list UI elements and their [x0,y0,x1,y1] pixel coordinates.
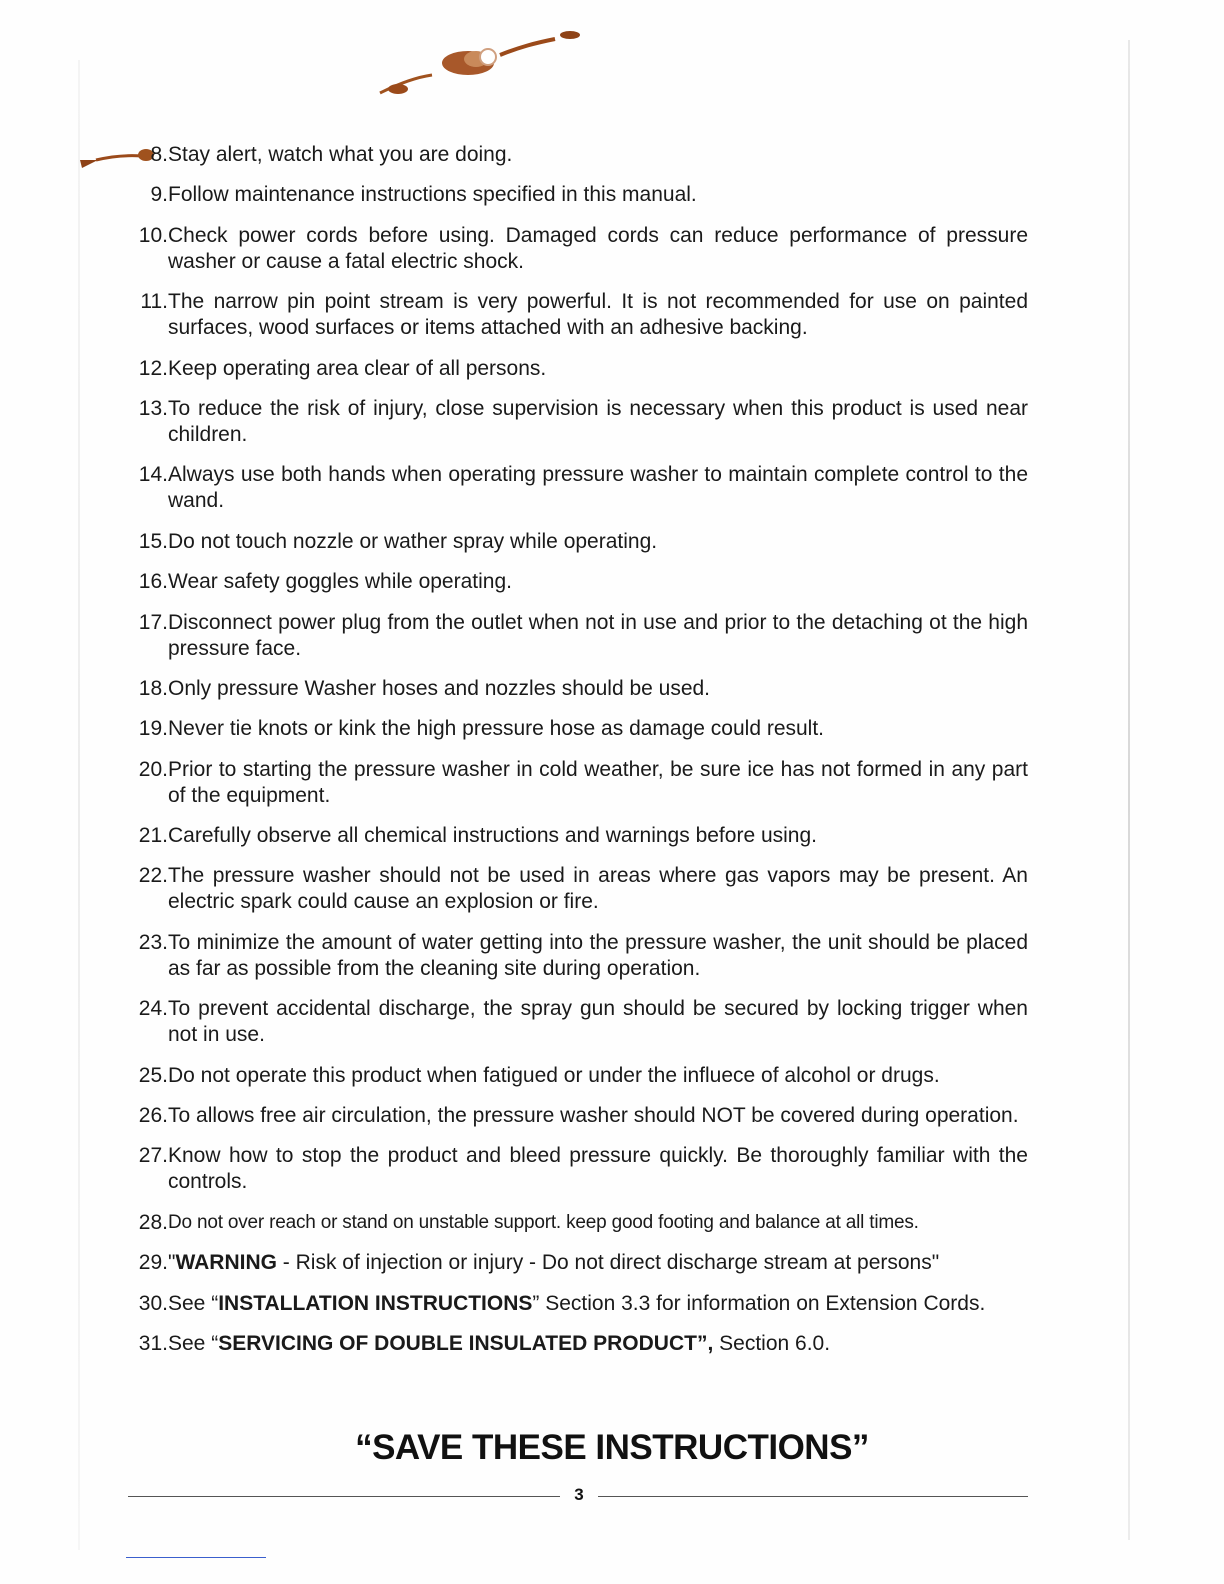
item-text: Follow maintenance instructions specified in this manual. [168,183,697,207]
item-text-post: - Risk of injection or injury - Do not direct discharge stream at persons" [276,1251,940,1275]
item-text: Stay alert, watch what you are doing. [168,143,513,166]
item-number: 11. [140,290,168,314]
list-item [128,676,1028,702]
item-number: 23. [138,930,168,954]
item-text: Never tie knots or kink the high pressure hose as damage could result. [168,717,825,741]
item-number: 14. [138,463,168,487]
item-text [168,1291,1028,1317]
list-item [128,1063,1028,1089]
item-number: 17. [138,610,168,634]
item-text: The narrow pin point stream is very powerful. It is not recommended for use on painted surfaces, wood surfaces or items attached with an adhesive backing. [168,290,1028,340]
list-item-installation-ref [128,1291,1028,1317]
list-item [128,223,1028,275]
item-text-post: Section 6.0. [713,1331,831,1355]
item-number: 25. [138,1063,168,1087]
item-text [168,1331,1028,1357]
item-number: 9. [150,183,168,207]
item-text-bold: SERVICING OF DOUBLE INSULATED PRODUCT”, [218,1331,714,1355]
list-item [128,996,1028,1048]
footer-rule-right [598,1496,1028,1497]
page-number: 3 [574,1485,584,1504]
item-text: Keep operating area clear of all persons. [168,356,547,380]
list-item [128,396,1028,448]
item-number: 29. [138,1251,168,1275]
list-item [128,1143,1028,1195]
list-item [128,757,1028,809]
item-text: To minimize the amount of water getting into the pressure washer, the unit should be placed as far as possible from the cleaning site during operation. [168,930,1028,980]
item-text-pre: " [168,1251,176,1275]
item-text: Carefully observe all chemical instructions and warnings before using. [168,824,817,848]
item-text: To reduce the risk of injury, close supervision is necessary when this product is used near children. [168,396,1028,446]
list-item [128,823,1028,849]
list-item [128,610,1028,662]
list-item [128,716,1028,742]
item-number: 27. [138,1144,168,1168]
item-text: To allows free air circulation, the pressure washer should NOT be covered during operation. [168,1104,1019,1128]
item-number: 8. [150,143,168,166]
item-number: 19. [138,717,168,741]
item-number: 24. [138,997,168,1021]
footer-rule-left [128,1496,560,1497]
item-text-bold: INSTALLATION INSTRUCTIONS [218,1291,533,1315]
list-item [128,863,1028,915]
item-text: Only pressure Washer hoses and nozzles should be used. [168,676,711,700]
item-text: To prevent accidental discharge, the spray gun should be secured by locking trigger when not in use. [168,997,1028,1047]
item-number: 30. [138,1291,168,1315]
item-text [168,1250,1028,1276]
list-item [128,289,1028,341]
list-item [128,182,1028,208]
item-text: Check power cords before using. Damaged cords can reduce performance of pressure washer or cause a fatal electric shock. [168,223,1028,273]
instruction-list [128,142,1028,1371]
item-number: 15. [138,529,168,553]
list-item [128,1103,1028,1129]
item-text-post: ” Section 3.3 for information on Extension Cords. [532,1291,986,1315]
page-edge-right [1128,40,1130,1540]
rust-stain-mark [370,25,590,105]
list-item [128,569,1028,595]
item-number: 26. [138,1104,168,1128]
item-number: 12. [138,356,168,380]
item-text-pre: See “ [168,1331,219,1355]
item-number: 22. [138,864,168,888]
page-edge-shadow [78,60,80,1550]
bottom-edge-line [126,1557,266,1558]
item-text: Disconnect power plug from the outlet when not in use and prior to the detaching ot the high pressure face. [168,610,1028,660]
item-text-bold: WARNING [175,1251,277,1275]
list-item [128,529,1028,555]
item-text-pre: See “ [168,1291,219,1315]
item-text: The pressure washer should not be used in areas where gas vapors may be present. An electric spark could cause an explosion or fire. [168,864,1028,914]
item-text: Do not touch nozzle or wather spray while operating. [168,529,658,553]
item-text: Always use both hands when operating pressure washer to maintain complete control to the wand. [168,463,1028,513]
list-item [128,930,1028,982]
item-number: 16. [138,570,168,594]
item-number: 10. [138,223,168,247]
item-text: Prior to starting the pressure washer in cold weather, be sure ice has not formed in any part of the equipment. [168,757,1028,807]
item-number: 20. [138,757,168,781]
item-text: Know how to stop the product and bleed pressure quickly. Be thoroughly familiar with the controls. [168,1144,1028,1194]
list-item [128,1210,1028,1236]
item-number: 31. [138,1331,168,1355]
item-text: Do not operate this product when fatigued or under the influece of alcohol or drugs. [168,1063,940,1087]
item-number: 21. [138,824,168,848]
save-instructions-heading: “SAVE THESE INSTRUCTIONS” [355,1428,869,1467]
item-number: 13. [138,396,168,420]
item-number: 28. [138,1210,168,1234]
item-number: 18. [138,676,168,700]
list-item [128,356,1028,382]
item-text: Wear safety goggles while operating. [168,570,512,594]
list-item-servicing-ref [128,1331,1028,1357]
list-item [128,142,1028,168]
list-item [128,462,1028,514]
item-text: Do not over reach or stand on unstable support. keep good footing and balance at all times. [168,1211,919,1233]
list-item-warning [128,1250,1028,1276]
